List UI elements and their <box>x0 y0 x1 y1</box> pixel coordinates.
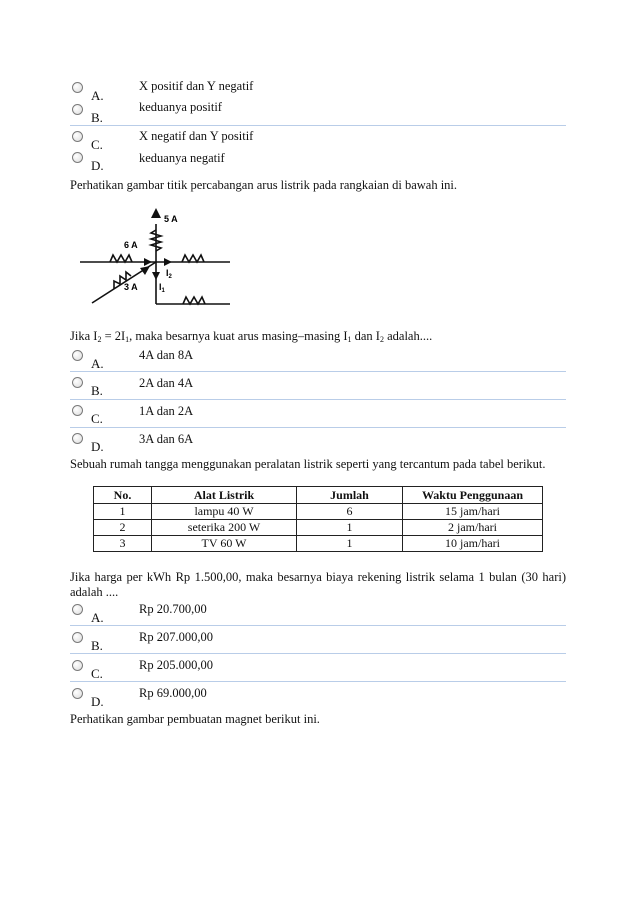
option-a-radio[interactable] <box>72 350 83 361</box>
label-3a: 3 A <box>124 282 138 292</box>
option-separator <box>70 371 566 372</box>
option-d-text: 3A dan 6A <box>139 432 194 446</box>
option-b-letter: B. <box>91 110 103 125</box>
option-c-radio[interactable] <box>72 660 83 671</box>
table-cell: 6 <box>297 504 403 520</box>
table-row <box>94 536 543 552</box>
option-a-letter: A. <box>91 356 104 371</box>
table-cell: 1 <box>94 504 152 520</box>
question-prompt: Perhatikan gambar titik percabangan arus listrik pada rangkaian di bawah ini. <box>70 178 458 192</box>
table-cell: 3 <box>94 536 152 552</box>
option-d-letter: D. <box>91 694 104 709</box>
option-c-letter: C. <box>91 666 103 681</box>
option-a-letter: A. <box>91 610 104 625</box>
appliance-table <box>93 486 543 552</box>
option-c-text: Rp 205.000,00 <box>139 658 213 672</box>
label-i1: $I_1$ <box>159 282 165 294</box>
option-a-text: 4A dan 8A <box>139 348 194 362</box>
circuit-junction-diagram <box>70 200 240 312</box>
option-separator <box>70 625 566 626</box>
option-d-radio[interactable] <box>72 433 83 444</box>
option-d-letter: D. <box>91 439 104 454</box>
table-header-cell: Jumlah <box>297 487 403 504</box>
option-a-text: Rp 20.700,00 <box>139 602 207 616</box>
option-separator <box>70 125 566 126</box>
table-cell: 1 <box>297 536 403 552</box>
question-prompt: Sebuah rumah tangga menggunakan peralatan listrik seperti yang tercantum pada tabel berikut. <box>70 457 546 471</box>
option-c-letter: C. <box>91 137 103 152</box>
option-b-radio[interactable] <box>72 377 83 388</box>
option-d-radio[interactable] <box>72 152 83 163</box>
label-5a: 5 A <box>164 214 178 224</box>
option-d-radio[interactable] <box>72 688 83 699</box>
option-separator <box>70 427 566 428</box>
option-c-letter: C. <box>91 411 103 426</box>
option-b-radio[interactable] <box>72 104 83 115</box>
option-b-text: keduanya positif <box>139 100 222 114</box>
option-separator <box>70 653 566 654</box>
option-a-radio[interactable] <box>72 604 83 615</box>
table-cell: lampu 40 W <box>152 504 297 520</box>
table-cell: 10 jam/hari <box>403 536 543 552</box>
option-separator <box>70 681 566 682</box>
option-d-letter: D. <box>91 158 104 173</box>
option-c-text: 1A dan 2A <box>139 404 194 418</box>
table-cell: 15 jam/hari <box>403 504 543 520</box>
option-b-letter: B. <box>91 638 103 653</box>
table-cell: TV 60 W <box>152 536 297 552</box>
option-separator <box>70 399 566 400</box>
table-cell: seterika 200 W <box>152 520 297 536</box>
table-row <box>94 520 543 536</box>
label-6a: 6 A <box>124 240 138 250</box>
option-d-text: Rp 69.000,00 <box>139 686 207 700</box>
question-text: Jika $I_2 = 2I_1$, maka besarnya kuat arus masing–masing $I_1$ dan $I_2$ adalah.... <box>70 329 433 344</box>
table-cell: 2 <box>94 520 152 536</box>
option-b-radio[interactable] <box>72 632 83 643</box>
question-text: Jika harga per kWh Rp 1.500,00, maka besarnya biaya rekening listrik selama 1 bulan (30 hari) adalah .... <box>70 570 566 599</box>
option-c-text: X negatif dan Y positif <box>139 129 254 143</box>
table-header-cell: Waktu Penggunaan <box>403 487 543 504</box>
option-a-radio[interactable] <box>72 82 83 93</box>
question-prompt: Perhatikan gambar pembuatan magnet berikut ini. <box>70 712 320 726</box>
option-c-radio[interactable] <box>72 131 83 142</box>
option-c-radio[interactable] <box>72 405 83 416</box>
label-i2: $I_2$ <box>166 268 172 280</box>
table-header-cell: No. <box>94 487 152 504</box>
option-a-text: X positif dan Y negatif <box>139 79 254 93</box>
table-cell: 2 jam/hari <box>403 520 543 536</box>
table-header-row <box>94 487 543 504</box>
option-d-text: keduanya negatif <box>139 151 225 165</box>
table-row <box>94 504 543 520</box>
option-a-letter: A. <box>91 88 104 103</box>
table-header-cell: Alat Listrik <box>152 487 297 504</box>
option-b-text: Rp 207.000,00 <box>139 630 213 644</box>
table-cell: 1 <box>297 520 403 536</box>
option-b-text: 2A dan 4A <box>139 376 194 390</box>
option-b-letter: B. <box>91 383 103 398</box>
